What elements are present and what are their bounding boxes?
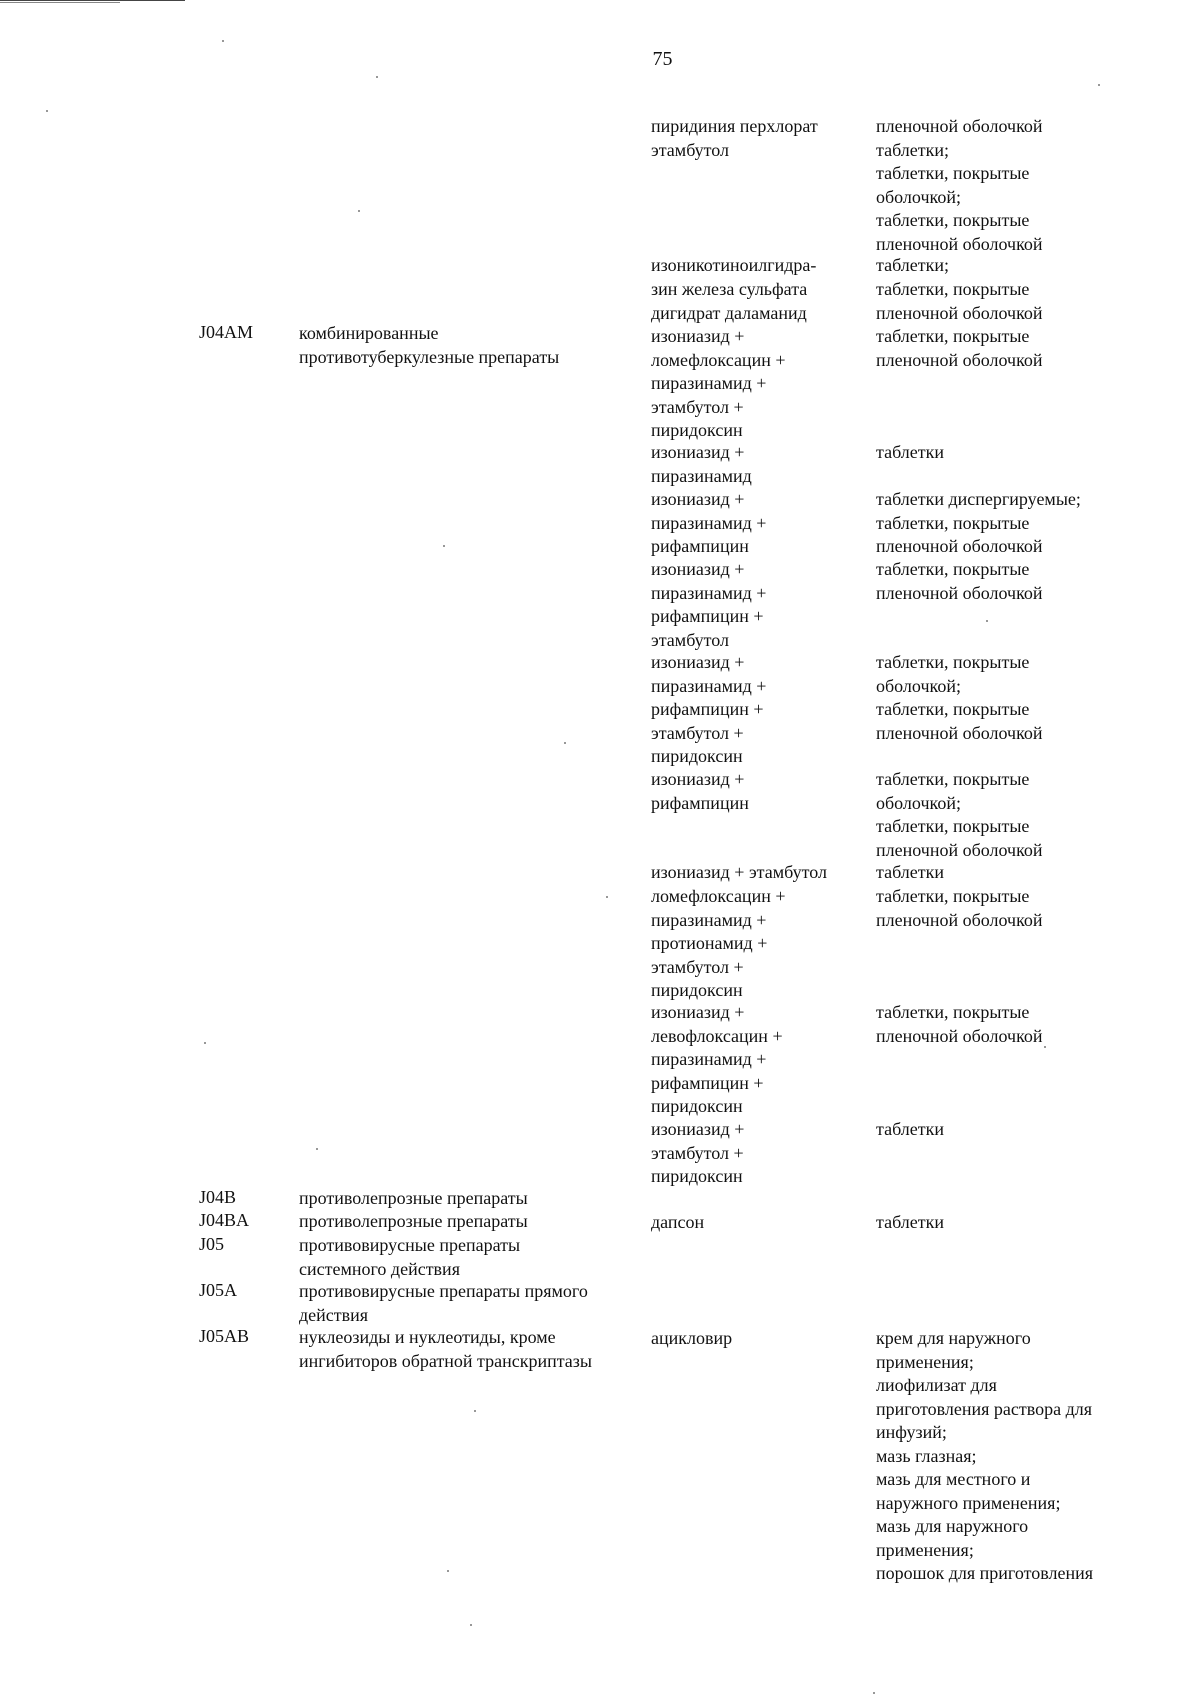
dosage-form: таблетки, покрытые пленочной оболочкой [876,559,1043,603]
scan-speck [316,1148,318,1150]
atc-group-name: противолепрозные препараты [299,1188,528,1208]
dosage-form: таблетки, покрытые пленочной оболочкой [876,886,1043,930]
scan-speck [1098,84,1100,86]
drug-name: изониазид + пиразинамид [651,442,752,486]
drug-name: дапсон [651,1212,705,1232]
page-number: 75 [652,48,673,70]
drug-name: изониазид + рифампицин [651,769,749,813]
dosage-form: таблетки [876,1119,945,1139]
dosage-form: крем для наружного применения; лиофилизат для приготовления раствора для инфузий; мазь глазная; мазь для местного и наружного применения; мазь для наружного применения; порошок для приготовления [876,1328,1094,1583]
scan-speck [376,76,378,78]
atc-group-name: противовирусные препараты системного действия [299,1235,521,1279]
dosage-form: таблетки [876,442,945,462]
drug-name: изониазид + ломефлоксацин + пиразинамид + этамбутол + пиридоксин [651,326,786,440]
drug-name: изониазид + этамбутол [651,862,827,882]
scan-speck [470,1624,472,1626]
drug-name: изониазид + этамбутол + пиридоксин [651,1119,745,1186]
drug-name: ломефлоксацин + пиразинамид + протионамид + этамбутол + пиридоксин [651,886,786,1000]
atc-group-name: противолепрозные препараты [299,1211,528,1231]
drug-name: изониазид + пиразинамид + рифампицин + этамбутол [651,559,767,650]
atc-group-name: нуклеозиды и нуклеотиды, кроме ингибиторов обратной транскриптазы [299,1327,593,1371]
atc-code: J05AB [199,1326,250,1346]
atc-code: J05 [199,1234,225,1254]
atc-group-name: комбинированные противотуберкулезные препараты [299,323,560,367]
scan-speck [1044,1046,1046,1048]
dosage-form: таблетки, покрытые пленочной оболочкой [876,1002,1043,1046]
drug-name: изониазид + пиразинамид + рифампицин [651,489,767,556]
drug-name: пиридиния перхлорат этамбутол [651,116,818,160]
dosage-form: таблетки [876,862,945,882]
scan-speck [46,110,48,112]
dosage-form: таблетки, покрытые оболочкой; таблетки, покрытые пленочной оболочкой [876,652,1043,743]
drug-name: изониазид + пиразинамид + рифампицин + этамбутол + пиридоксин [651,652,767,766]
scan-speck [873,1692,875,1694]
atc-group-name: противовирусные препараты прямого действия [299,1281,588,1325]
drug-name: изоникотиноилгидра- зин железа сульфата [651,255,817,299]
scan-speck [564,742,566,744]
dosage-form: таблетки, покрытые оболочкой; таблетки, покрытые пленочной оболочкой [876,769,1043,860]
atc-code: J04AM [199,322,254,342]
scan-speck [222,40,224,42]
scan-speck [606,896,608,898]
dosage-form: таблетки, покрытые пленочной оболочкой [876,326,1043,370]
atc-code: J04BA [199,1210,250,1230]
scan-speck [986,620,988,622]
scan-speck [358,210,360,212]
dosage-form: пленочной оболочкой [876,303,1043,323]
drug-name: дигидрат даламанид [651,303,807,323]
drug-name: изониазид + левофлоксацин + пиразинамид + рифампицин + пиридоксин [651,1002,783,1116]
scan-speck [447,1570,449,1572]
scan-speck [474,1410,476,1412]
scan-edge-line [0,0,185,1]
dosage-form: таблетки; таблетки, покрытые [876,255,1030,299]
scan-speck [443,545,445,547]
drug-name: ацикловир [651,1328,733,1348]
atc-code: J04B [199,1187,237,1207]
scan-speck [204,1042,206,1044]
atc-code: J05A [199,1280,238,1300]
scan-edge-line [0,2,120,3]
dosage-form: таблетки диспергируемые; таблетки, покрытые пленочной оболочкой [876,489,1081,556]
dosage-form: таблетки [876,1212,945,1232]
dosage-form: пленочной оболочкой таблетки; таблетки, покрытые оболочкой; таблетки, покрытые пленочной оболочкой [876,116,1043,254]
